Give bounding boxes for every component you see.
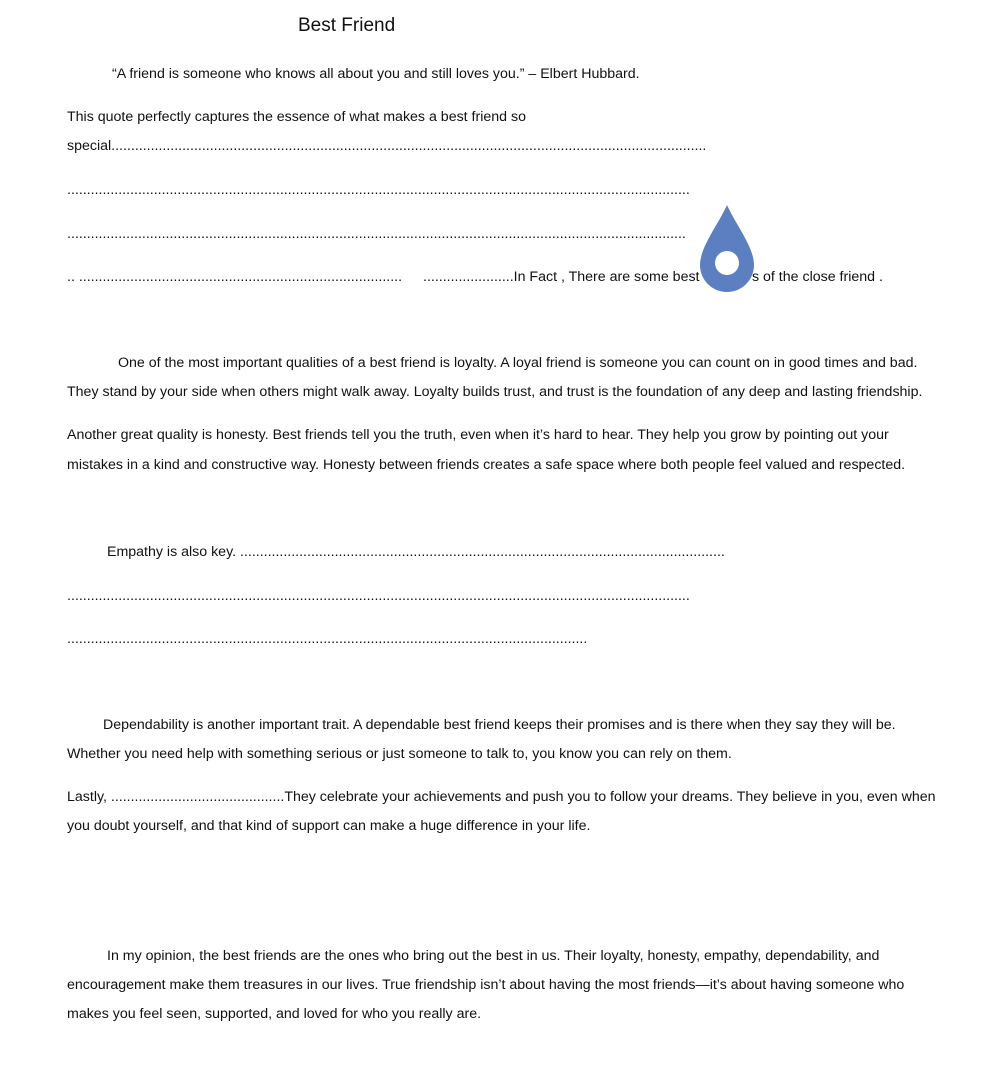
- intro-blank-line-2: .............................................................................................................................................................: [67, 226, 686, 242]
- honesty-line-1: Another great quality is honesty. Best friends tell you the truth, even when it’s hard to hear. They help you grow by pointing out your: [67, 427, 889, 443]
- empathy-blank-line-3: ....................................................................................................................................: [67, 631, 588, 647]
- loyalty-line-2: They stand by your side when others might walk away. Loyalty builds trust, and trust is the foundation of any deep and lasting friendship.: [67, 384, 923, 400]
- document-title: Best Friend: [298, 15, 396, 36]
- intro-line-1: This quote perfectly captures the essence of what makes a best friend so: [67, 109, 526, 125]
- conclusion-line-3: makes you feel seen, supported, and loved for who you really are.: [67, 1006, 482, 1022]
- empathy-blank-line-2: ..............................................................................................................................................................: [67, 588, 690, 604]
- intro-line-5-part-3: s of the close friend .: [752, 269, 883, 285]
- conclusion-line-1: In my opinion, the best friends are the ones who bring out the best in us. Their loyalty, honesty, empathy, dependability, and: [107, 948, 880, 964]
- conclusion-line-2: encouragement make them treasures in our lives. True friendship isn’t about having the most friends—it’s about having someone who: [67, 977, 905, 993]
- intro-line-2: special.......................................................................................................................................................: [67, 138, 707, 154]
- lastly-line-2: you doubt yourself, and that kind of support can make a huge difference in your life.: [67, 818, 591, 834]
- text-cursor-drop-handle-icon[interactable]: [698, 203, 756, 295]
- loyalty-line-1: One of the most important qualities of a best friend is loyalty. A loyal friend is someone you can count on in good times and bad.: [118, 355, 918, 371]
- honesty-line-2: mistakes in a kind and constructive way. Honesty between friends creates a safe space where both people feel valued and respected.: [67, 457, 906, 473]
- dependability-line-1: Dependability is another important trait. A dependable best friend keeps their promises and is there when they say they will be.: [103, 717, 896, 733]
- empathy-line-1: Empathy is also key. ...........................................................................................................................: [107, 544, 725, 560]
- intro-line-5-part-2: .......................In Fact , There are some best: [423, 269, 700, 285]
- dependability-line-2: Whether you need help with something serious or just someone to talk to, you know you can rely on them.: [67, 746, 732, 762]
- quote-line: “A friend is someone who knows all about you and still loves you.” – Elbert Hubbard.: [112, 66, 640, 82]
- intro-blank-line-1: ..............................................................................................................................................................: [67, 182, 690, 198]
- lastly-line-1: Lastly, ............................................They celebrate your achievements and push you to follow your dreams. They believe in you, even when: [67, 789, 936, 805]
- intro-line-5-part-1: .. ..................................................................................: [67, 269, 403, 285]
